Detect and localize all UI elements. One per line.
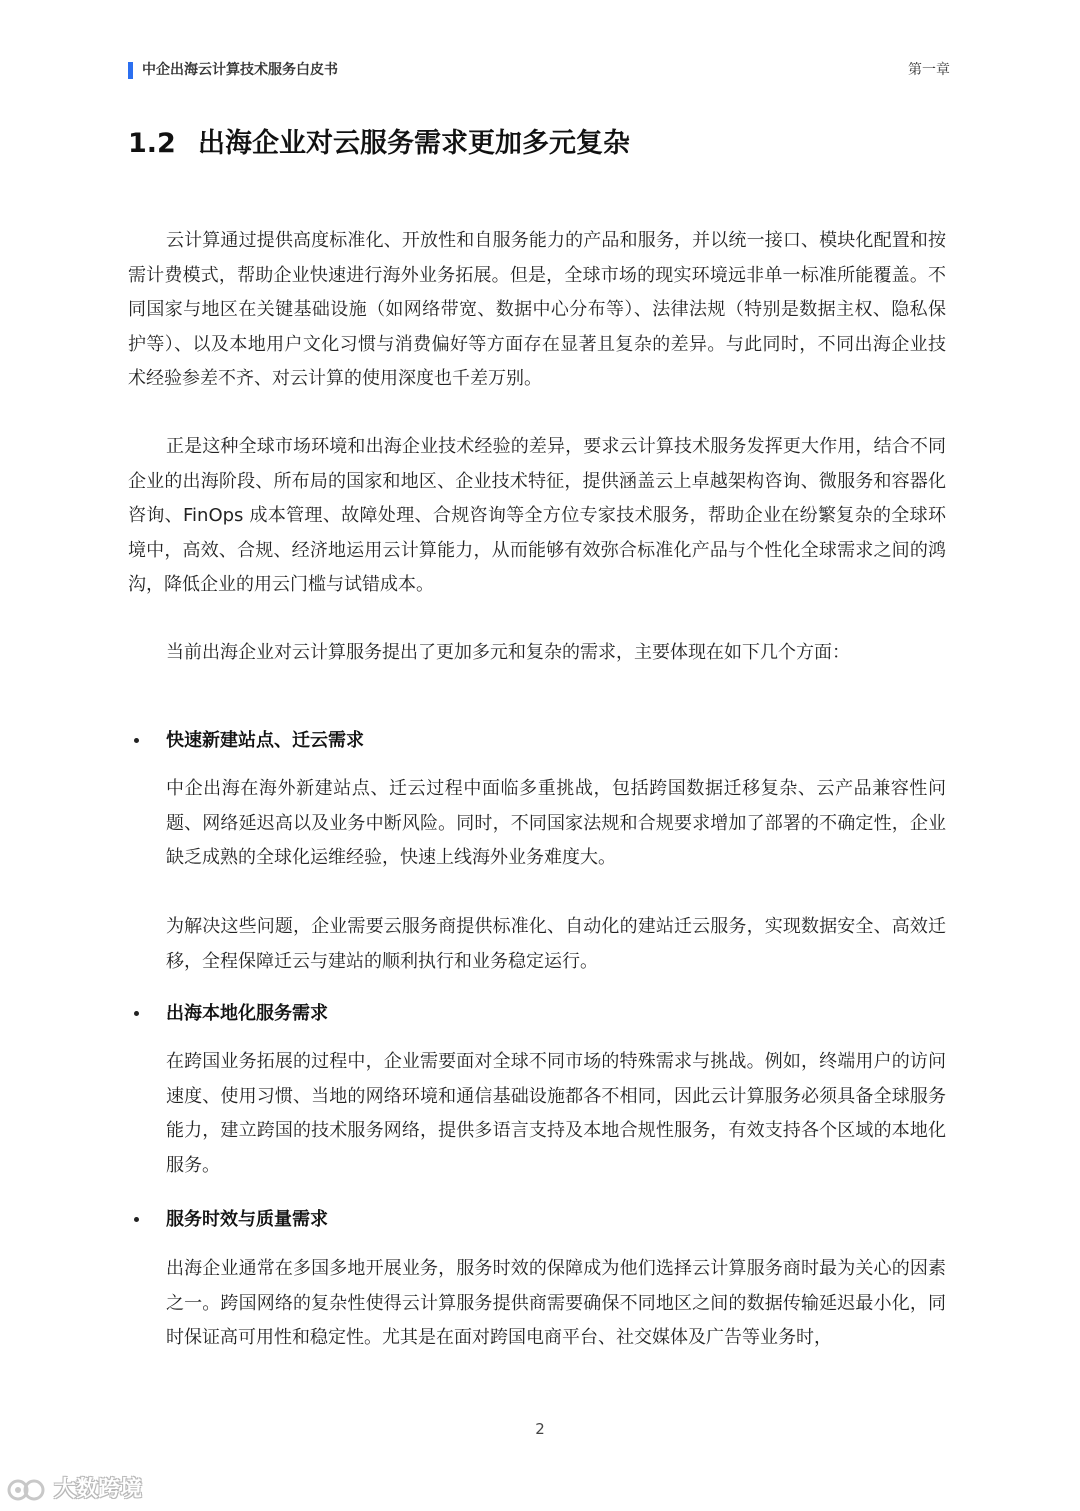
header-accent-bar — [128, 62, 133, 79]
bullet-paragraph: 在跨国业务拓展的过程中，企业需要面对全球不同市场的特殊需求与挑战。例如，终端用户的访问速度、使用习惯、当地的网络环境和通信基础设施都各不相同，因此云计算服务必须具备全球服务能力，建立跨国的技术服务网络，提供多语言支持及本地合规性服务，有效支持各个区域的本地化服务。 — [166, 1051, 946, 1176]
section-heading — [128, 124, 630, 164]
watermark-text: 大数跨境 — [54, 1477, 143, 1502]
chapter-label: 第一章 — [908, 62, 950, 78]
bullet-title: 快速新建站点、迁云需求 — [166, 730, 364, 751]
bullet-dot-icon — [134, 1217, 139, 1222]
bullet-paragraph: 中企出海在海外新建站点、迁云过程中面临多重挑战，包括跨国数据迁移复杂、云产品兼容性问题、网络延迟高以及业务中断风险。同时，不同国家法规和合规要求增加了部署的不确定性，企业缺乏成熟的全球化运维经验，快速上线海外业务难度大。 — [166, 778, 946, 868]
bullet-dot-icon — [134, 738, 139, 743]
watermark-logo-icon — [6, 1474, 48, 1506]
page-header — [128, 60, 950, 82]
section-number: 1.2 — [128, 128, 176, 159]
document-title: 中企出海云计算技术服务白皮书 — [142, 62, 338, 78]
paragraph: 云计算通过提供高度标准化、开放性和自服务能力的产品和服务，并以统一接口、模块化配置和按需计费模式，帮助企业快速进行海外业务拓展。但是，全球市场的现实环境远非单一标准所能覆盖。不同国家与地区在关键基础设施（如网络带宽、数据中心分布等）、法律法规（特别是数据主权、隐私保护等）、以及本地用户文化习惯与消费偏好等方面存在显著且复杂的差异。与此同时，不同出海企业技术经验参差不齐、对云计算的使用深度也千差万别。 — [128, 230, 946, 389]
paragraph: 当前出海企业对云计算服务提出了更加多元和复杂的需求，主要体现在如下几个方面： — [166, 642, 850, 663]
bullet-title: 出海本地化服务需求 — [166, 1003, 328, 1024]
page-number: 2 — [535, 1420, 545, 1438]
bullet-paragraph: 出海企业通常在多国多地开展业务，服务时效的保障成为他们选择云计算服务商时最为关心的因素之一。跨国网络的复杂性使得云计算服务提供商需要确保不同地区之间的数据传输延迟最小化，同时保证高可用性和稳定性。尤其是在面对跨国电商平台、社交媒体及广告等业务时， — [166, 1258, 946, 1348]
bullet-paragraph: 为解决这些问题，企业需要云服务商提供标准化、自动化的建站迁云服务，实现数据安全、高效迁移，全程保障迁云与建站的顺利执行和业务稳定运行。 — [166, 916, 946, 972]
paragraph: 正是这种全球市场环境和出海企业技术经验的差异，要求云计算技术服务发挥更大作用，结合不同企业的出海阶段、所布局的国家和地区、企业技术特征，提供涵盖云上卓越架构咨询、微服务和容器化咨询、FinOps 成本管理、故障处理、合规咨询等全方位专家技术服务，帮助企业在纷繁复杂的全球环境中，高效、合规、经济地运用云计算能力，从而能够有效弥合标准化产品与个性化全球需求之间的鸿沟，降低企业的用云门槛与试错成本。 — [128, 436, 946, 595]
bullet-dot-icon — [134, 1011, 139, 1016]
bullet-title: 服务时效与质量需求 — [166, 1209, 328, 1230]
section-title: 出海企业对云服务需求更加多元复杂 — [198, 128, 630, 159]
